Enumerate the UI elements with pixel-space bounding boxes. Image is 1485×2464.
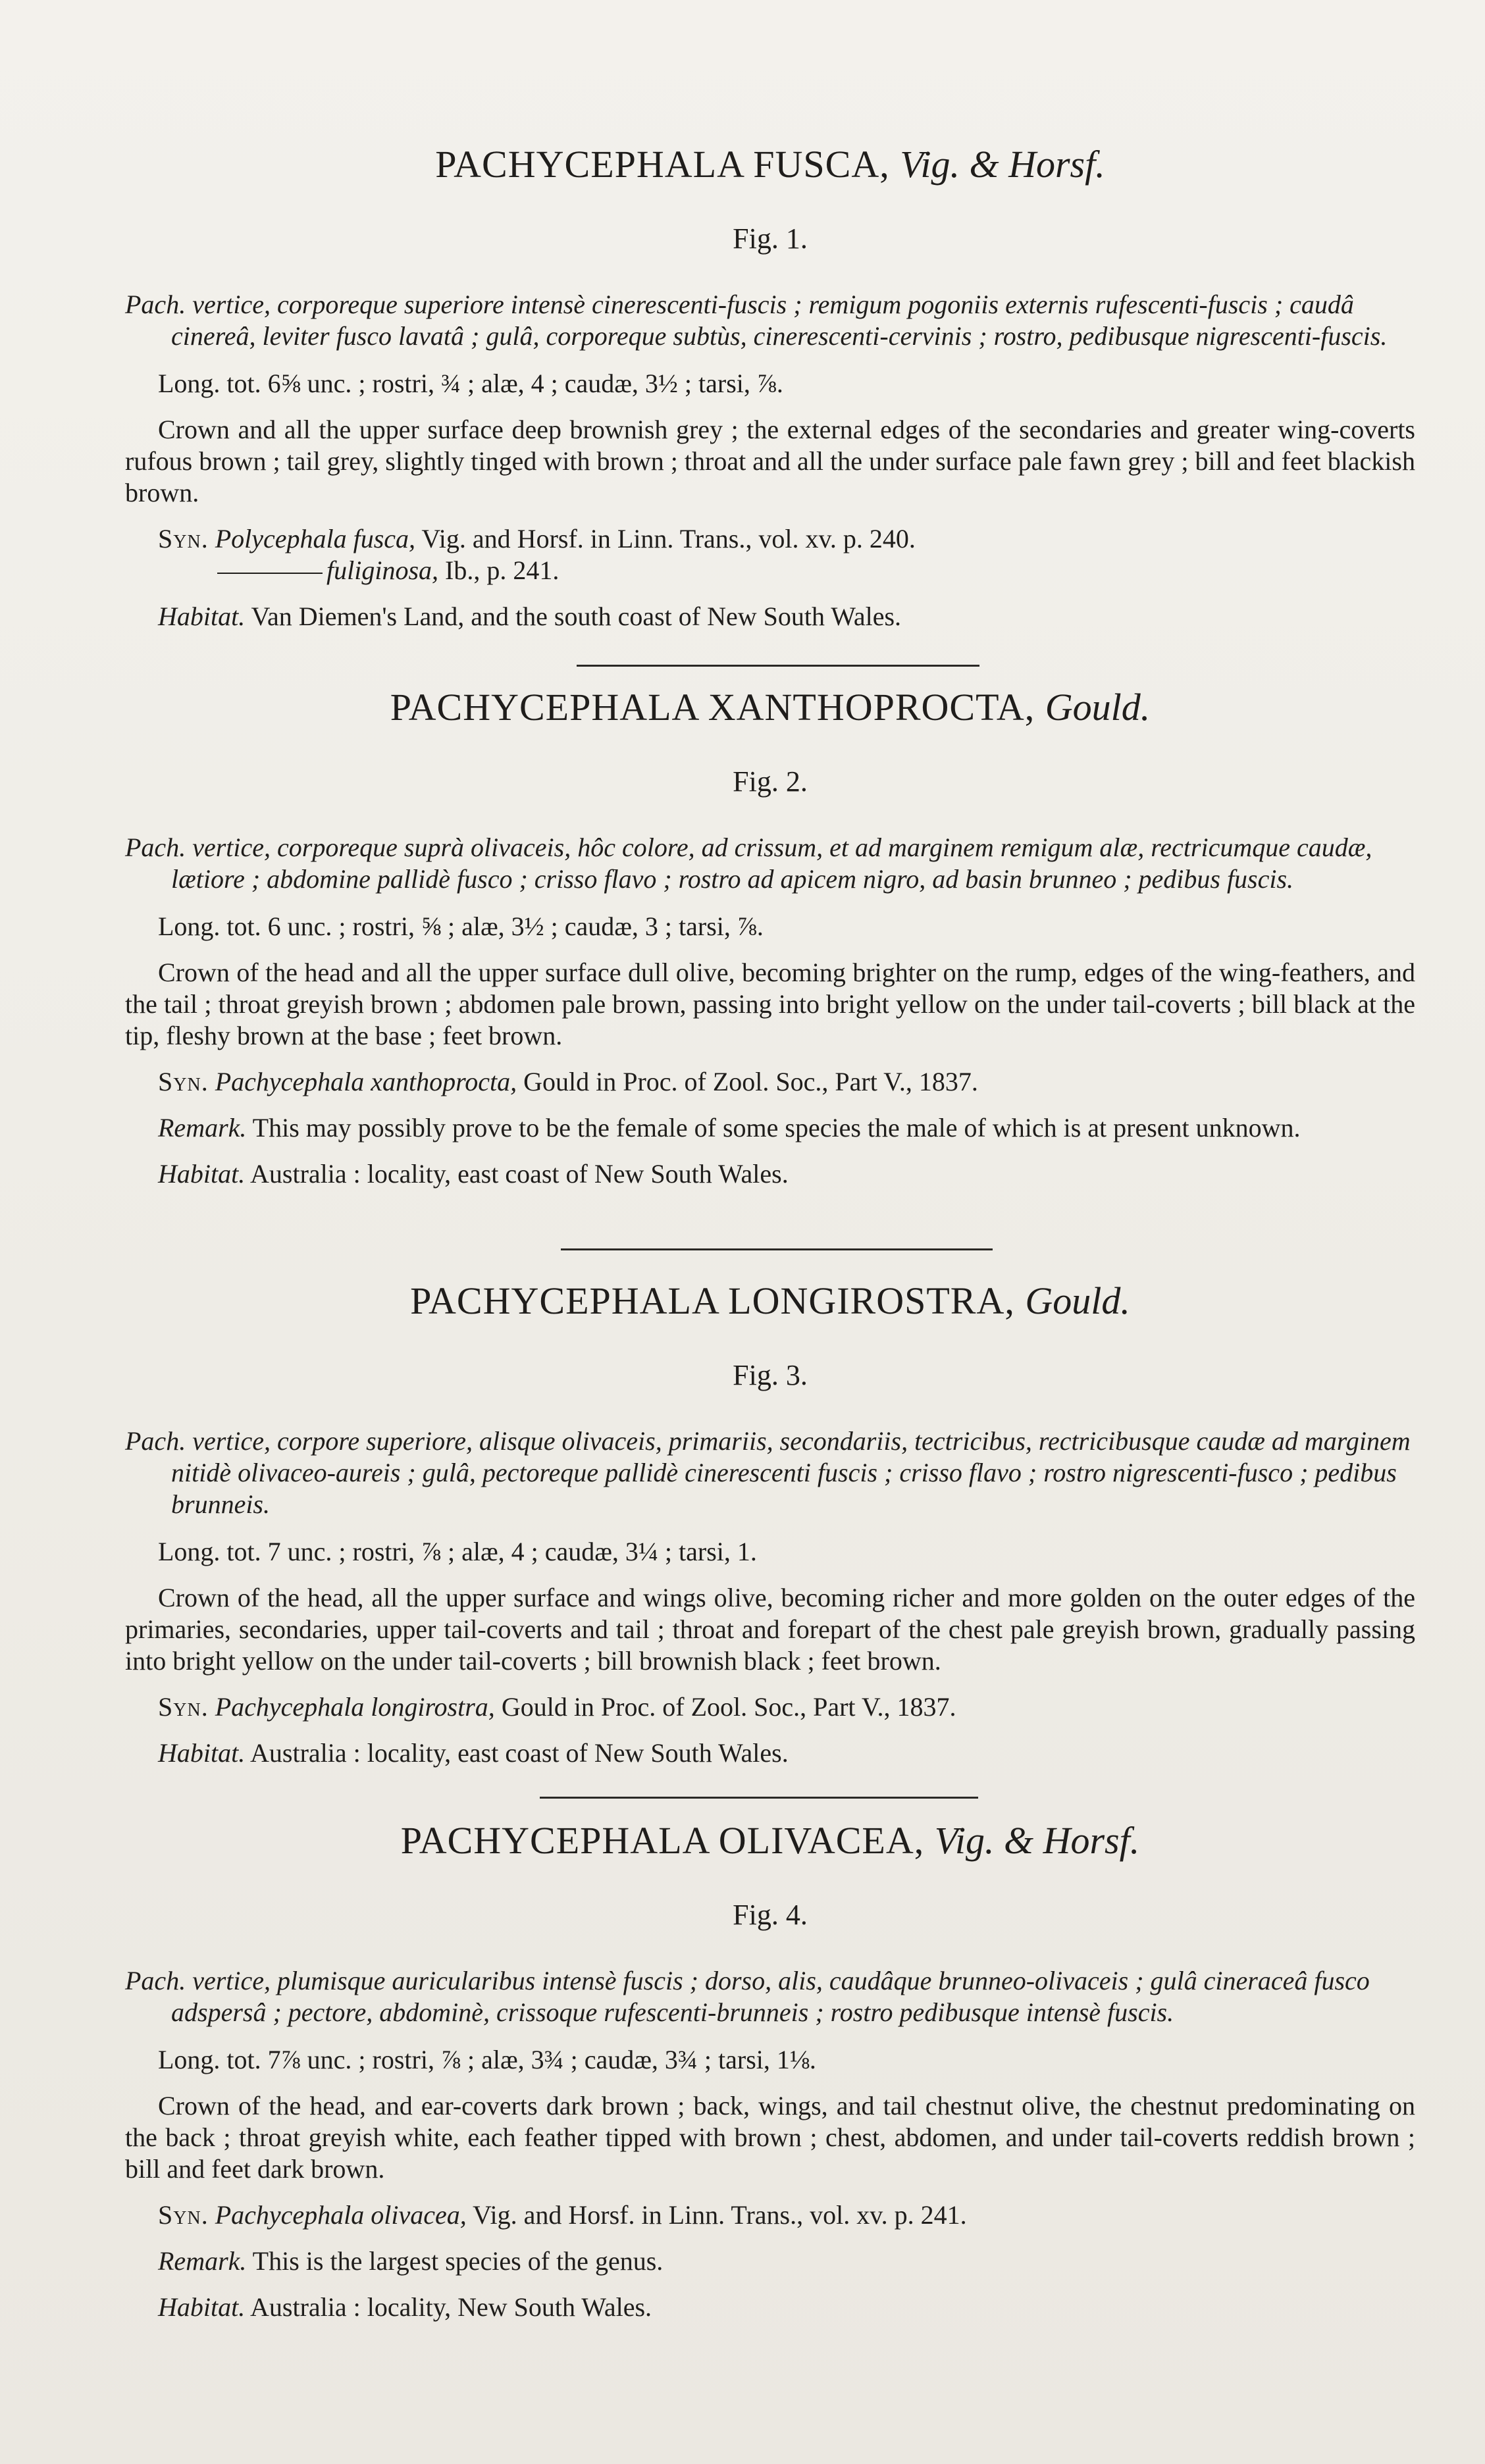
latin-diagnosis: Pach. vertice, corporeque suprà olivaceis, hôc colore, ad crissum, et ad marginem remigum alæ, rectricumque caudæ, lætiore ; abdomine pallidè fusco ; crisso flavo ; rostro ad apicem nigro, ad basin brunneo ; pedibus fuscis. xyxy=(125,833,1372,894)
description: Crown and all the upper surface deep brownish grey ; the external edges of the secondaries and greater wing-coverts rufous brown ; tail grey, slightly tinged with brown ; throat and all the under surface pale fawn grey ; bill and feet blackish brown. xyxy=(125,415,1415,507)
syn-name: Pachycephala longirostra, xyxy=(215,1692,495,1722)
figure-label: Fig. 2. xyxy=(733,765,808,798)
habitat-text: Australia : locality, east coast of New South Wales. xyxy=(245,1159,789,1189)
species-section-fusca xyxy=(125,141,1415,632)
species-section-longirostra xyxy=(125,1278,1415,1769)
syn-reference: Vig. and Horsf. in Linn. Trans., vol. xv. p. 241. xyxy=(466,2200,967,2230)
description: Crown of the head and all the upper surface dull olive, becoming brighter on the rump, edges of the wing-feathers, and the tail ; throat greyish brown ; abdomen pale brown, passing into bright yellow on the under tail-coverts ; bill black at the tip, fleshy brown at the base ; feet brown. xyxy=(125,958,1415,1050)
species-authority: Gould. xyxy=(1045,686,1151,729)
species-title xyxy=(125,684,1415,731)
species-title xyxy=(125,1278,1415,1324)
measurements: Long. tot. 7 unc. ; rostri, ⅞ ; alæ, 4 ; caudæ, 3¼ ; tarsi, 1. xyxy=(158,1537,757,1566)
species-title xyxy=(125,141,1415,188)
measurements: Long. tot. 6⅝ unc. ; rostri, ¾ ; alæ, 4 ; caudæ, 3½ ; tarsi, ⅞. xyxy=(158,369,783,398)
description: Crown of the head, and ear-coverts dark brown ; back, wings, and tail chestnut olive, the chestnut predominating on the back ; throat greyish white, each feather tipped with brown ; chest, abdomen, and under tail-coverts reddish brown ; bill and feet dark brown. xyxy=(125,2091,1415,2184)
latin-diagnosis: Pach. vertice, plumisque auricularibus intensè fuscis ; dorso, alis, caudâque brunneo-olivaceis ; gulâ cineraceâ fusco adspersâ ; pectore, abdominè, crissoque rufescenti-brunneis ; rostro pedibusque intensè fuscis. xyxy=(125,1966,1370,2027)
syn2-name: fuliginosa, xyxy=(326,555,439,585)
species-name: PACHYCEPHALA XANTHOPROCTA, xyxy=(390,686,1035,729)
habitat-label: Habitat. xyxy=(158,2292,246,2322)
species-section-xanthoprocta xyxy=(125,684,1415,1190)
habitat-text: Australia : locality, east coast of New South Wales. xyxy=(245,1738,789,1768)
species-authority: Gould. xyxy=(1025,1279,1130,1322)
figure-label: Fig. 1. xyxy=(733,222,808,255)
description: Crown of the head, all the upper surface and wings olive, becoming richer and more golden on the outer edges of the primaries, secondaries, upper tail-coverts and tail ; throat and forepart of the chest pale greyish brown, gradually passing into bright yellow on the under tail-coverts ; bill brownish black ; feet brown. xyxy=(125,1583,1415,1676)
synonym-line xyxy=(125,2199,1415,2231)
syn-reference: Gould in Proc. of Zool. Soc., Part V., 1837. xyxy=(517,1067,978,1096)
figure-label: Fig. 3. xyxy=(733,1359,808,1391)
syn-name: Pachycephala olivacea, xyxy=(215,2200,467,2230)
habitat-text: Australia : locality, New South Wales. xyxy=(245,2292,652,2322)
latin-diagnosis: Pach. vertice, corpore superiore, alisque olivaceis, primariis, secondariis, tectricibus, rectricibusque caudæ ad marginem nitidè olivaceo-aureis ; gulâ, pectoreque pallidè cinerescenti fuscis ; crisso flavo ; rostro nigrescenti-fusco ; pedibus brunneis. xyxy=(125,1426,1411,1519)
species-section-olivacea xyxy=(125,1818,1415,2323)
remark-line xyxy=(125,1112,1415,1144)
syn-reference: Vig. and Horsf. in Linn. Trans., vol. xv. p. 240. xyxy=(415,524,916,553)
synonym-line-2 xyxy=(125,555,1415,586)
syn2-reference: Ib., p. 241. xyxy=(438,555,560,585)
syn-name: Pachycephala xanthoprocta, xyxy=(215,1067,517,1096)
species-name: PACHYCEPHALA OLIVACEA, xyxy=(400,1819,925,1862)
habitat-line xyxy=(125,1158,1415,1190)
ditto-dash xyxy=(217,573,323,574)
measurements: Long. tot. 6 unc. ; rostri, ⅝ ; alæ, 3½ ; caudæ, 3 ; tarsi, ⅞. xyxy=(158,911,764,941)
syn-label: Syn. xyxy=(158,2200,209,2230)
latin-diagnosis: Pach. vertice, corporeque superiore intensè cinerescenti-fuscis ; remigum pogoniis externis rufescenti-fuscis ; caudâ cinereâ, leviter fusco lavatâ ; gulâ, corporeque subtùs, cinerescenti-cervinis ; rostro, pedibusque nigrescenti-fuscis. xyxy=(125,290,1388,351)
syn-label: Syn. xyxy=(158,1692,209,1722)
section-divider xyxy=(577,665,979,667)
syn-label: Syn. xyxy=(158,1067,209,1096)
remark-label: Remark. xyxy=(158,1113,247,1142)
habitat-text: Van Diemen's Land, and the south coast of New South Wales. xyxy=(245,602,902,631)
habitat-label: Habitat. xyxy=(158,602,246,631)
remark-label: Remark. xyxy=(158,2246,247,2276)
species-authority: Vig. & Horsf. xyxy=(934,1819,1140,1862)
species-title xyxy=(125,1818,1415,1864)
species-authority: Vig. & Horsf. xyxy=(900,143,1105,186)
section-divider xyxy=(561,1248,993,1250)
habitat-label: Habitat. xyxy=(158,1159,246,1189)
remark-text: This may possibly prove to be the female of some species the male of which is at present unknown. xyxy=(246,1113,1301,1142)
remark-text: This is the largest species of the genus. xyxy=(246,2246,664,2276)
syn-label: Syn. xyxy=(158,524,209,553)
figure-label: Fig. 4. xyxy=(733,1899,808,1931)
synonym-line xyxy=(125,1691,1415,1723)
syn-reference: Gould in Proc. of Zool. Soc., Part V., 1837. xyxy=(494,1692,956,1722)
section-divider xyxy=(540,1797,978,1799)
habitat-line xyxy=(125,601,1415,632)
habitat-label: Habitat. xyxy=(158,1738,246,1768)
measurements: Long. tot. 7⅞ unc. ; rostri, ⅞ ; alæ, 3¾ ; caudæ, 3¾ ; tarsi, 1⅛. xyxy=(158,2045,816,2074)
remark-line xyxy=(125,2246,1415,2277)
species-name: PACHYCEPHALA FUSCA, xyxy=(435,143,890,186)
synonym-line xyxy=(125,523,1415,555)
synonym-line xyxy=(125,1066,1415,1098)
habitat-line xyxy=(125,1737,1415,1769)
syn-name: Polycephala fusca, xyxy=(215,524,416,553)
species-name: PACHYCEPHALA LONGIROSTRA, xyxy=(410,1279,1015,1322)
habitat-line xyxy=(125,2292,1415,2323)
